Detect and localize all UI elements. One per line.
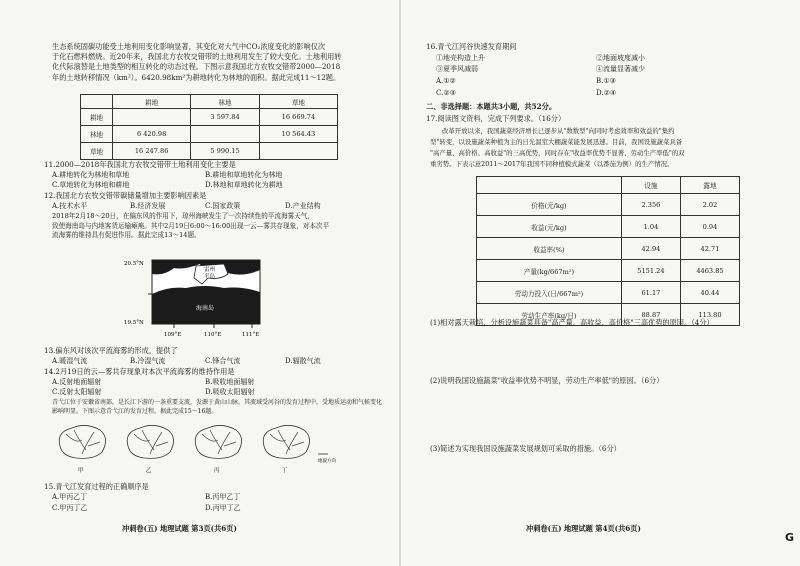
- page-footer-3: 冲刺卷(五) 地理试题 第3页(共6页): [122, 524, 237, 533]
- fog-passage: [52, 212, 382, 241]
- table-header: [477, 177, 622, 194]
- table-cell: 产量(kg/667m²): [477, 260, 622, 282]
- longitude-label: 111°E: [242, 332, 260, 338]
- island-label: 海南岛: [196, 305, 215, 312]
- table-cell: 6 420.98: [113, 126, 191, 143]
- passage-line: "高产量、高价格、高收益"的三高优势，同时存在"收益率优势不显著、劳动生产率低"的双: [430, 149, 685, 157]
- passage-line: 改革开放以来，我国蔬菜经济增长已逐步从"数数型"向同时考虑效率和效益的"集约: [442, 127, 675, 135]
- intro-line: 化代际演替是土地类型的相互转化的动态过程。下图示意我国北方农牧交错带2000—2018: [52, 62, 341, 72]
- passage-line: 流海雾的维持具有促进作用。据此完成13～14题。: [52, 231, 201, 240]
- passage-line: 影响明显。下图示意青弋江的发育过程。据此完成15～16题。: [52, 408, 218, 415]
- table-cell: 草地: [81, 143, 113, 160]
- table-cell: 林地: [81, 126, 113, 143]
- vegetable-production-table: [476, 176, 740, 326]
- q15-option-d[interactable]: D.丙甲丁乙: [205, 504, 241, 512]
- table-cell: 劳动生产率(kg/日): [477, 304, 622, 326]
- q14-option-c[interactable]: C.反射太阳辐射: [52, 388, 102, 396]
- sub-question-1: (1)相对露天栽培，分析设施蔬菜具备"高产量、高收益、高价格"三高优势的原因。（4分）: [430, 318, 714, 327]
- q11-option-d[interactable]: D.林地和草地转化为耕地: [205, 181, 283, 189]
- q13-option-c[interactable]: C.锋合气流: [205, 357, 241, 365]
- q11-option-a[interactable]: A.耕地转化为林地和草地: [52, 171, 130, 179]
- table-cell: [191, 126, 260, 143]
- passage-line: 青弋江位于安徽省南部，是长江下游的一条重要支流，发源于黄山山脉。其流域受河谷的发育过程中，受地质运动和气候变化: [52, 399, 383, 406]
- table-cell: 2.356: [621, 194, 680, 216]
- table-cell: 16 247.86: [113, 143, 191, 160]
- latitude-label: 19.5°N: [124, 320, 144, 326]
- q15-option-a[interactable]: A.甲丙乙丁: [52, 493, 88, 501]
- table-cell: 0.94: [680, 216, 739, 238]
- q12-option-b[interactable]: B.经济发展: [130, 202, 166, 210]
- q12-option-a[interactable]: A.技术水平: [52, 202, 88, 210]
- figure-label: 乙: [146, 468, 152, 474]
- figure-label: 丁: [282, 468, 288, 474]
- table-header: 设施: [621, 177, 680, 194]
- table-cell: 劳动力投入(日/667m²): [477, 282, 622, 304]
- q16-option-a[interactable]: A.①②: [436, 77, 456, 85]
- q13-option-b[interactable]: B.冷湿气流: [130, 357, 166, 365]
- table-cell: 42.71: [680, 238, 739, 260]
- q16-item-3: ③夏季风减弱: [436, 65, 478, 73]
- q16-option-c[interactable]: C.②③: [436, 89, 456, 97]
- passage-line: 型"转变，以设施蔬菜种植为主的日光温室大棚蔬菜能发展迅速。目前，我国设施蔬菜具备: [430, 138, 683, 146]
- latitude-label: 20.5°N: [124, 261, 144, 267]
- q16-item-1: ①地壳构造上升: [436, 54, 485, 62]
- table-header: 草地: [259, 95, 337, 109]
- q14-option-d[interactable]: D.吸收太阳辐射: [205, 388, 255, 396]
- table-cell: 耕地: [81, 109, 113, 126]
- question-13: 13.偏东风对该次平流海雾的形成，提供了: [44, 346, 178, 355]
- q11-option-b[interactable]: B.耕地和草地转化为林地: [205, 171, 283, 179]
- table-cell: 5 990.15: [191, 143, 260, 160]
- table-cell: 40.44: [680, 282, 739, 304]
- table-cell: 2.02: [680, 194, 739, 216]
- figure-legend: 地貌方向: [318, 459, 336, 464]
- q14-option-a[interactable]: A.反射地面辐射: [52, 378, 102, 386]
- table-cell: 1.04: [621, 216, 680, 238]
- q13-option-a[interactable]: A.暖湿气流: [52, 357, 88, 365]
- table-cell: 113.80: [680, 304, 739, 326]
- table-cell: 16 669.74: [259, 109, 337, 126]
- table-cell: 5151.24: [621, 260, 680, 282]
- sub-question-2: (2)说明我国设施蔬菜"收益率优势不明显，劳动生产率低"的原因。（6分）: [430, 376, 664, 385]
- figure-label: 丙: [214, 468, 220, 474]
- q11-option-c[interactable]: C.草地转化为林地和耕地: [52, 181, 130, 189]
- passage-line: 重劣势。下表示意2011～2017年我国不同种植模式蔬菜（以番茄为例）的生产情况。: [430, 160, 674, 168]
- table-cell: 88.87: [621, 304, 680, 326]
- intro-passage: [52, 42, 382, 83]
- q15-option-c[interactable]: C.甲丙丁乙: [52, 504, 88, 512]
- intro-line: 生态系统固碳功能受土地利用变化影响显著，其变化对大气中CO₂浓度变化的影响仅次: [52, 42, 326, 51]
- section-title: 二、非选择题：本题共3小题，共52分。: [426, 102, 557, 111]
- q12-option-c[interactable]: C.国家政策: [205, 202, 241, 210]
- intro-line: 于化石燃料燃烧。近20年来，我国北方农牧交错带的土地利用发生了较大变化。土地利用转: [52, 52, 342, 62]
- q15-option-b[interactable]: B.丙甲乙丁: [205, 493, 241, 501]
- question-12: 12.我国北方农牧交错带碳储量增加主要影响因素是: [44, 191, 207, 200]
- table-cell: 10 564.43: [259, 126, 337, 143]
- q12-option-d[interactable]: D.产业结构: [285, 202, 321, 210]
- table-cell: 4463.85: [680, 260, 739, 282]
- right-page: [400, 0, 800, 566]
- question-17: 17.阅读图文资料，完成下列要求。（16分）: [426, 114, 566, 123]
- panel-jia: [59, 425, 105, 458]
- panel-bing: [195, 425, 241, 458]
- brand-logo: G: [784, 531, 794, 544]
- place-label: 雷州: [204, 267, 216, 273]
- question-16: 16.青弋江河谷快速发育期间: [426, 42, 517, 51]
- q16-option-d[interactable]: D.②④: [596, 89, 617, 97]
- intro-line: 年的土地转移情况（km²）。6420.98km²为耕地转化为林地的面积。据此完成11～12题。: [52, 72, 341, 82]
- table-cell: 3 597.84: [191, 109, 260, 126]
- table-header: 露地: [680, 177, 739, 194]
- vegetable-passage: [430, 126, 775, 170]
- table-cell: 价格(元/kg): [477, 194, 622, 216]
- river-development-figure: [52, 420, 352, 476]
- passage-line: 2018年2月18～20日，在偏东风的作用下，琼州海峡发生了一次持续性的平流海雾天气，: [52, 212, 314, 220]
- q13-option-d[interactable]: D.辐散气流: [285, 357, 321, 365]
- q14-option-b[interactable]: B.吸收地面辐射: [205, 378, 255, 386]
- panel-ding: [263, 425, 309, 458]
- q16-option-b[interactable]: B.①③: [596, 77, 616, 85]
- sub-question-3: (3)简述为实现我国设施蔬菜发展规划可采取的措施。（6分）: [430, 444, 621, 453]
- panel-yi: [127, 425, 173, 458]
- qiongzhou-strait-map: [124, 248, 284, 344]
- q16-item-2: ②地面坡度减小: [596, 54, 645, 62]
- table-header: [81, 95, 113, 109]
- figure-label: 甲: [78, 468, 84, 474]
- table-cell: 收益率(%): [477, 238, 622, 260]
- table-cell: 42.94: [621, 238, 680, 260]
- longitude-label: 110°E: [204, 332, 222, 338]
- q16-item-4: ④流量显著减少: [596, 65, 645, 73]
- table-cell: 61.17: [621, 282, 680, 304]
- longitude-label: 109°E: [164, 332, 182, 338]
- table-header: 林地: [191, 95, 260, 109]
- place-label: 半岛: [204, 274, 216, 280]
- question-15: 15.青弋江发育过程的正确顺序是: [44, 482, 149, 491]
- passage-line: 致使海南岛与内地客货运输瘫痪。其中2月19日6:00～16:00出现一云—雾共存现象，对本次平: [52, 221, 330, 230]
- land-transfer-table: [80, 94, 338, 160]
- table-cell: 收益(元/kg): [477, 216, 622, 238]
- page-footer-4: 冲刺卷(五) 地理试题 第4页(共6页): [526, 524, 641, 533]
- table-cell: [113, 109, 191, 126]
- river-passage: [52, 398, 382, 416]
- question-14: 14.2月19日的云—雾共存现象对本次平流海雾的维持作用是: [44, 367, 235, 376]
- table-cell: [259, 143, 337, 160]
- table-header: 耕地: [113, 95, 191, 109]
- question-11: 11.2000—2018年我国北方农牧交错带土地利用变化主要是: [44, 160, 236, 169]
